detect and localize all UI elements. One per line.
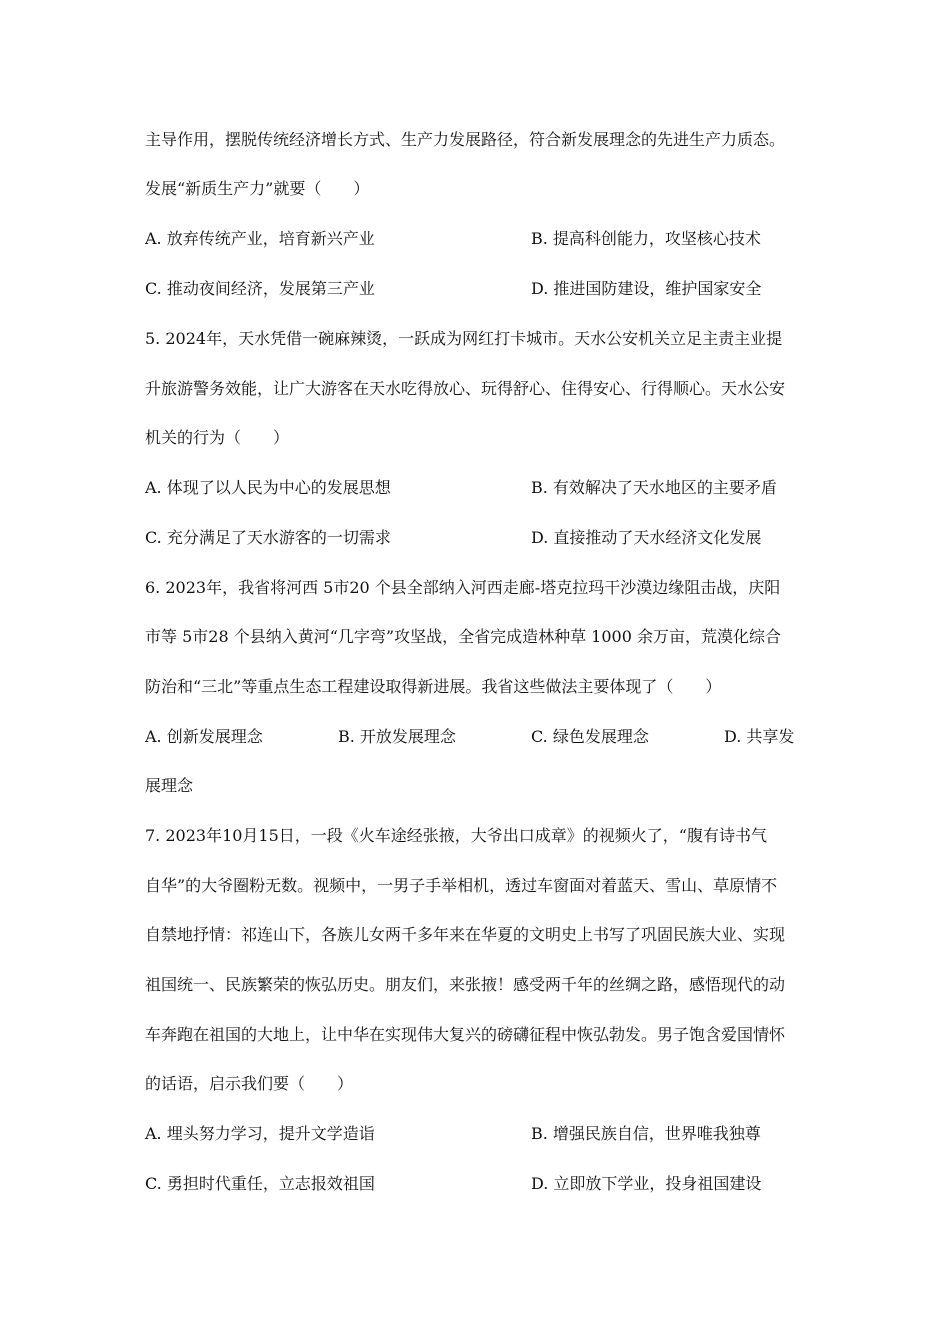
q5-stem-line-3: 机关的行为（ ） (145, 428, 290, 447)
q4-option-d: D. 推进国防建设，维护国家安全 (531, 279, 762, 298)
q7-stem-line-5: 车奔跑在祖国的大地上，让中华在实现伟大复兴的磅礴征程中恢弘勃发。男子饱含爱国情怀 (145, 1025, 786, 1044)
q7-stem-line-6: 的话语，启示我们要（ ） (145, 1074, 354, 1093)
q4-stem-line-1: 主导作用，摆脱传统经济增长方式、生产力发展路径，符合新发展理念的先进生产力质态。 (145, 130, 786, 149)
q5-option-c: C. 充分满足了天水游客的一切需求 (145, 528, 391, 547)
q6-option-a: A. 创新发展理念 (145, 727, 263, 746)
q4-option-c: C. 推动夜间经济，发展第三产业 (145, 279, 375, 298)
q4-option-a: A. 放弃传统产业，培育新兴产业 (145, 229, 375, 248)
q7-option-d: D. 立即放下学业，投身祖国建设 (531, 1174, 762, 1193)
q7-option-a: A. 埋头努力学习，提升文学造诣 (145, 1124, 375, 1143)
q7-stem-line-2: 自华”的大爷圈粉无数。视频中，一男子手举相机，透过车窗面对着蓝天、雪山、草原情不 (145, 876, 778, 895)
q6-option-d-continued: 展理念 (145, 776, 194, 795)
q7-stem-line-1: 7. 2023年10月15日，一段《火车途经张掖，大爷出口成章》的视频火了，“腹有诗书气 (145, 826, 767, 845)
q5-option-d: D. 直接推动了天水经济文化发展 (531, 528, 762, 547)
q4-option-b: B. 提高科创能力，攻坚核心技术 (531, 229, 761, 248)
q7-stem-line-3: 自禁地抒情：祁连山下，各族儿女两千多年来在华夏的文明史上书写了巩固民族大业、实现 (145, 925, 786, 944)
q6-option-b: B. 开放发展理念 (338, 727, 456, 746)
q7-option-c: C. 勇担时代重任，立志报效祖国 (145, 1174, 375, 1193)
q4-stem-line-2: 发展“新质生产力”就要（ ） (145, 179, 370, 198)
q6-option-c: C. 绿色发展理念 (531, 727, 649, 746)
q6-stem-line-3: 防治和“三北”等重点生态工程建设取得新进展。我省这些做法主要体现了（ ） (145, 677, 722, 696)
q6-option-d: D. 共享发 (724, 727, 795, 746)
q7-stem-line-4: 祖国统一、民族繁荣的恢弘历史。朋友们，来张掖！感受两千年的丝绸之路，感悟现代的动 (145, 975, 786, 994)
q5-option-b: B. 有效解决了天水地区的主要矛盾 (531, 478, 777, 497)
q5-stem-line-2: 升旅游警务效能，让广大游客在天水吃得放心、玩得舒心、住得安心、行得顺心。天水公安 (145, 379, 786, 398)
q5-option-a: A. 体现了以人民为中心的发展思想 (145, 478, 391, 497)
q6-stem-line-2: 市等 5市28 个县纳入黄河“几字弯”攻坚战，全省完成造林种草 1000 余万亩，荒漠化综合 (145, 627, 781, 646)
q6-stem-line-1: 6. 2023年，我省将河西 5市20 个县全部纳入河西走廊-塔克拉玛干沙漠边缘阻击战，庆阳 (145, 578, 781, 597)
q5-stem-line-1: 5. 2024年，天水凭借一碗麻辣烫，一跃成为网红打卡城市。天水公安机关立足主责主业提 (145, 329, 783, 348)
q7-option-b: B. 增强民族自信，世界唯我独尊 (531, 1124, 761, 1143)
